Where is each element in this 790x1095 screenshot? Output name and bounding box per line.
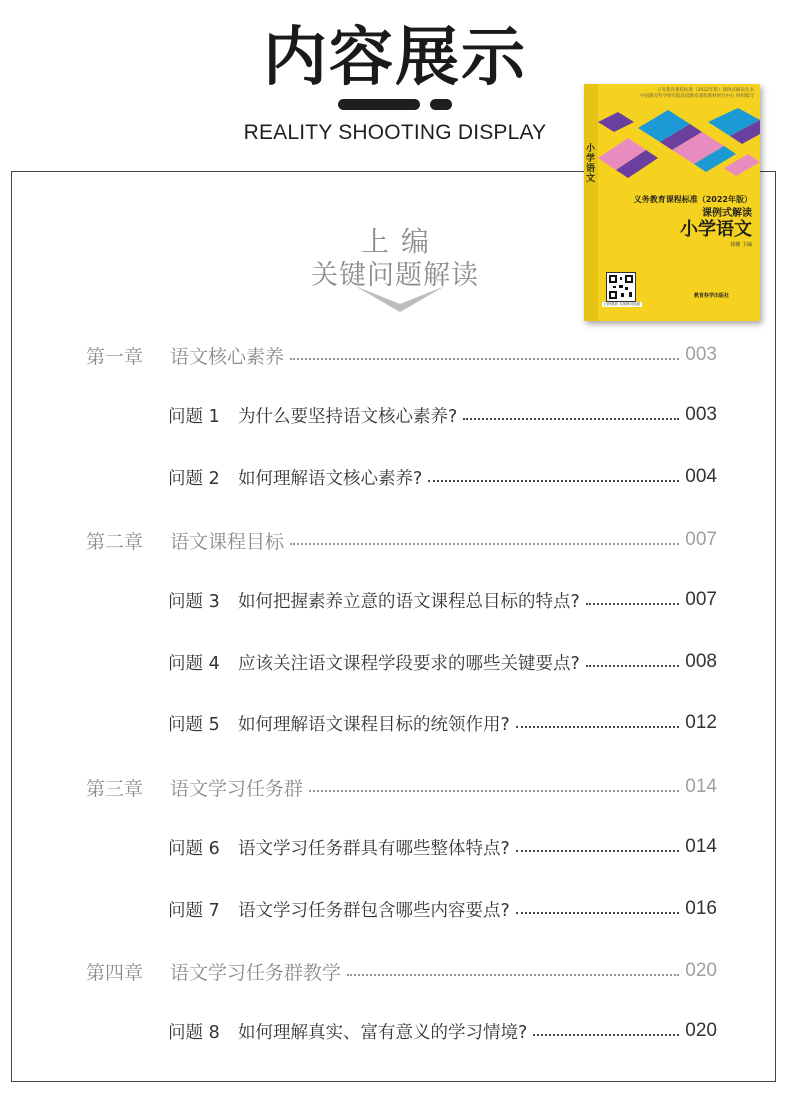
question-title: 语文学习任务群具有哪些整体特点? xyxy=(238,838,510,859)
leader-dots xyxy=(516,850,680,852)
question-number: 问题 6 xyxy=(168,838,220,859)
chapter-number: 第一章 xyxy=(86,345,144,368)
book-publisher: 教育科学出版社 xyxy=(694,293,730,299)
qr-caption: 扫码观看 名师精讲视频 xyxy=(603,302,641,306)
toc-chapter-4[interactable] xyxy=(86,956,717,986)
leader-dots xyxy=(586,665,680,667)
question-title: 如何把握素养立意的语文课程总目标的特点? xyxy=(238,591,580,612)
qr-code-icon xyxy=(606,272,636,302)
question-number: 问题 7 xyxy=(168,900,220,921)
chapter-number: 第三章 xyxy=(86,777,144,800)
question-title: 为什么要坚持语文核心素养? xyxy=(238,406,458,427)
question-title: 如何理解语文核心素养? xyxy=(238,468,423,489)
toc-chapter-1[interactable] xyxy=(86,340,717,370)
leader-dots xyxy=(290,358,679,360)
chapter-title: 语文学习任务群教学 xyxy=(170,961,342,984)
chevron-down-icon xyxy=(355,286,445,312)
leader-dots xyxy=(516,726,680,728)
leader-dots xyxy=(428,480,679,482)
book-spine xyxy=(584,84,598,321)
toc-question-1[interactable] xyxy=(168,400,717,430)
chapter-title: 语文学习任务群 xyxy=(170,777,304,800)
toc-question-5[interactable] xyxy=(168,708,717,738)
chapter-number: 第二章 xyxy=(86,530,144,553)
chapter-title: 语文核心素养 xyxy=(170,345,285,368)
page-number: 014 xyxy=(685,776,717,797)
page-title: 内容展示 xyxy=(263,21,527,95)
toc-chapter-3[interactable] xyxy=(86,772,717,802)
book-title: 小学语文 xyxy=(680,219,752,240)
page-number: 008 xyxy=(685,651,717,672)
question-number: 问题 3 xyxy=(168,591,220,612)
book-kind: 课例式解读 xyxy=(702,208,752,219)
toc-question-6[interactable] xyxy=(168,832,717,862)
page-number: 020 xyxy=(685,960,717,981)
question-title: 语文学习任务群包含哪些内容要点? xyxy=(238,900,510,921)
toc-question-7[interactable] xyxy=(168,894,717,924)
leader-dots xyxy=(347,974,679,976)
toc-chapter-2[interactable] xyxy=(86,525,717,555)
question-number: 问题 5 xyxy=(168,714,220,735)
question-title: 如何理解真实、富有意义的学习情境? xyxy=(238,1022,528,1043)
page-number: 003 xyxy=(685,344,717,365)
leader-dots xyxy=(309,790,679,792)
page-number: 012 xyxy=(685,712,717,733)
book-standard: 义务教育课程标准（2022年版） xyxy=(633,195,752,204)
question-number: 问题 8 xyxy=(168,1022,220,1043)
toc-question-8[interactable] xyxy=(168,1016,717,1046)
title-underline-short xyxy=(430,99,452,110)
question-number: 问题 4 xyxy=(168,653,220,674)
chapter-number: 第四章 xyxy=(86,961,144,984)
page-number: 014 xyxy=(685,836,717,857)
page-number: 004 xyxy=(685,466,717,487)
book-cover xyxy=(584,84,760,321)
leader-dots xyxy=(516,912,680,914)
page-subtitle: REALITY SHOOTING DISPLAY xyxy=(243,121,547,144)
page-number: 007 xyxy=(685,529,717,550)
leader-dots xyxy=(533,1034,679,1036)
page-number: 020 xyxy=(685,1020,717,1041)
toc-question-3[interactable] xyxy=(168,585,717,615)
leader-dots xyxy=(586,603,680,605)
part-label: 上编 xyxy=(360,225,441,258)
question-title: 如何理解语文课程目标的统领作用? xyxy=(238,714,510,735)
page-number: 003 xyxy=(685,404,717,425)
part-title: 关键问题解读 xyxy=(311,260,479,291)
page-number: 007 xyxy=(685,589,717,610)
question-title: 应该关注语文课程学段要求的哪些关键要点? xyxy=(238,653,580,674)
toc-question-2[interactable] xyxy=(168,462,717,492)
cover-pattern xyxy=(598,108,760,192)
book-author: 徐鹏 主编 xyxy=(730,242,752,248)
book-series: 义务教育课程标准（2022年版）课例式解读丛书 中国教育科学研究院基础教育课程教材研究中心 组织编写 xyxy=(640,88,754,99)
page-number: 016 xyxy=(685,898,717,919)
leader-dots xyxy=(290,543,679,545)
leader-dots xyxy=(463,418,679,420)
question-number: 问题 2 xyxy=(168,468,220,489)
chapter-title: 语文课程目标 xyxy=(170,530,285,553)
title-underline-long xyxy=(338,99,420,110)
toc-question-4[interactable] xyxy=(168,647,717,677)
question-number: 问题 1 xyxy=(168,406,220,427)
book-spine-title: 小学语文 xyxy=(586,144,596,184)
